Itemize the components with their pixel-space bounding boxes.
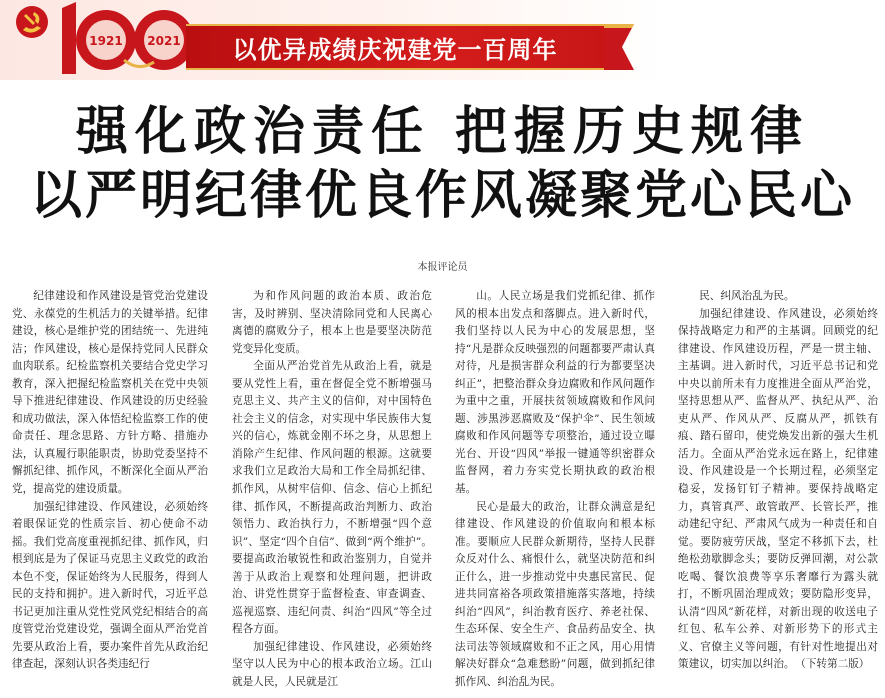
svg-text:2021: 2021 xyxy=(147,34,181,48)
paragraph xyxy=(678,306,878,674)
headline-line-1: 强化政治责任 把握历史规律 xyxy=(75,102,810,162)
party-emblem-icon xyxy=(16,6,48,38)
anniversary-banner xyxy=(0,0,885,80)
paragraph: 加强纪律建设、作风建设，必须始终着眼保证党的性质宗旨、初心使命不动摇。我们党高度重视抓纪律、抓作风，归根到底是为了保证马克思主义政党的政治本色不变，保证始终为人民服务，得到人民的支持和拥护。进入新时代，习近平总书记更加注重从党性党风党纪相结合的高度管党治党建设党，强调全面从严治党首先要从政治上看，要办案件首先从政治纪律查起，深刻认识各类违纪行 xyxy=(12,500,208,671)
paragraph: 全面从严治党首先从政治上看，就是要从党性上看，重在督促全党不断增强马克思主义、共产主义的信仰，对中国特色社会主义的信念，对实现中华民族伟大复兴的信心，炼就金刚不坏之身，从思想上消除产生纪律、作风问题的根源。这就要求我们立足政治大局和工作全局抓纪律、抓作风，从树牢信仰、信念、信心上抓纪律、抓作风，不断提高政治判断力、政治领悟力、政治执行力，不断增强“四个意识”、坚定“四个自信”、做到“两个维护”。要提高政治敏锐性和政治鉴别力，自觉并善于从政治上观察和处理问题，把讲政治、讲党性贯穿于监督检查、审查调查、巡视巡察、违纪问责、纠治“四风”等全过程各方面。 xyxy=(232,360,432,636)
article-column-4 xyxy=(678,288,878,698)
byline: 本报评论员 xyxy=(417,262,468,273)
paragraph-text: 加强纪律建设、作风建设，必须始终保持战略定力和严的主基调。回顾党的纪律建设、作风建设历程，严是一贯主轴、主基调。进入新时代，习近平总书记和党中央以前所未有力度推进全面从严治党，坚持思想从严、监督从严、执纪从严、治吏从严、作风从严、反腐从严，抓铁有痕、踏石留印，使党焕发出新的强大生机活力。全面从严治党永远在路上，纪律建设、作风建设是一个长期过程，必须坚定稳妥，发扬钉钉子精神。要保持战略定力，真管真严、敢管敢严、长管长严，推动建纪守纪、严肃风气成为一种责任和自觉。要防疲劳厌战，坚定不移抓下去，杜绝松劲歇脚念头；要防反弹回潮，对公款吃喝、餐饮浪费等享乐奢靡行为露头就打，不断巩固治理成效；要防隐形变异，认清“四风”新花样，对新出现的收送电子红包、私车公养、对新形势下的形式主义、官僚主义等问题，有针对性地提出对策建议，切实加以纠治。 xyxy=(678,307,878,671)
paragraph-continued: 为和作风问题的政治本质、政治危害，及时辨别、坚决清除同党和人民离心离德的腐败分子，根本上也是要坚决防范党变异化变质。 xyxy=(232,290,432,355)
paragraph: 加强纪律建设、作风建设，必须始终坚守以人民为中心的根本政治立场。江山就是人民，人民就是江 xyxy=(232,640,432,689)
headline xyxy=(0,102,885,226)
article-column-2 xyxy=(232,288,432,698)
continued-on-page-link[interactable]: （下转第二版） xyxy=(800,658,870,671)
paragraph: 民心是最大的政治，让群众满意是纪律建设、作风建设的价值取向和根本标准。要顺应人民群众新期待，坚持人民群众反对什么、痛恨什么，就坚决防范和纠正什么，进一步推动党中央惠民富民、促进共同富裕各项政策措施落实落地，持续纠治“四风”，纠治教育医疗、养老社保、生态环保、安全生产、食品药品安全、执法司法等领域腐败和不正之风，用心用情解决好群众“急难愁盼”问题，做到抓纪律抓作风、纠治乱为民。 xyxy=(455,500,655,689)
paragraph: 纪律建设和作风建设是管党治党建设党、永葆党的生机活力的关键举措。纪律建设，核心是维护党的团结统一、先进纯洁；作风建设，核心是保持党同人民群众血肉联系。纪检监察机关要结合党史学习教育，深入把握纪检监察机关在党中央领导下推进纪律建设、作风建设的历史经验和成功做法，深入体悟纪检监察工作的使命责任、理念思路、方针方略、措施办法，认真履行职能职责，协助党委坚持不懈抓纪律、抓作风，不断深化全面从严治党，提高党的建设质量。 xyxy=(12,290,208,496)
centenary-emblem xyxy=(4,0,204,80)
headline-line-2: 以严明纪律优良作风凝聚党心民心 xyxy=(29,166,855,226)
svg-text:1921: 1921 xyxy=(89,34,123,48)
article-column-3 xyxy=(455,288,655,698)
paragraph-continued: 山。人民立场是我们党抓纪律、抓作风的根本出发点和落脚点。进入新时代，我们坚持以人民为中心的发展思想，坚持“凡是群众反映强烈的问题都要严肃认真对待，凡是损害群众利益的行为都要坚决纠正”，把整治群众身边腐败和作风问题作为重中之重，开展扶贫领域腐败和作风问题、涉黑涉恶腐败及“保护伞”、民生领域腐败和作风问题等专项整治，通过设立曝光台、开设“四风”举报一键通等织密群众监督网，着力夯实党长期执政的政治根基。 xyxy=(455,290,655,496)
paragraph-continued: 民、纠风治乱为民。 xyxy=(699,290,795,302)
slogan-text: 以优异成绩庆祝建党一百周年 xyxy=(232,36,558,64)
slogan-ribbon xyxy=(186,24,604,70)
ribbon-tail xyxy=(604,24,634,70)
article-column-1 xyxy=(12,288,208,698)
digit-one xyxy=(62,2,76,74)
